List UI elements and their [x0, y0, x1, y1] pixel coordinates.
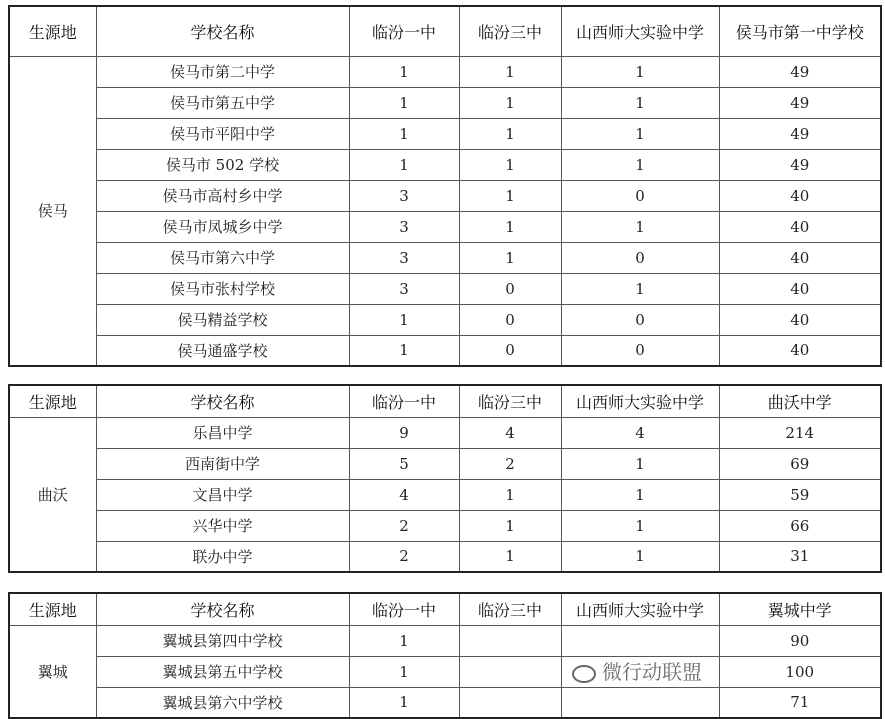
- column-header: 学校名称: [96, 385, 349, 417]
- count-cell: 0: [459, 304, 561, 335]
- column-header: 学校名称: [96, 6, 349, 56]
- school-name-cell: 侯马市 502 学校: [96, 149, 349, 180]
- count-cell: 1: [561, 149, 719, 180]
- school-name-cell: 侯马市高村乡中学: [96, 180, 349, 211]
- count-cell: 1: [349, 87, 459, 118]
- count-cell: 0: [561, 242, 719, 273]
- region-cell: 曲沃: [9, 417, 96, 572]
- count-cell: [561, 687, 719, 718]
- count-cell: [459, 687, 561, 718]
- count-cell: 66: [719, 510, 881, 541]
- count-cell: 59: [719, 479, 881, 510]
- school-name-cell: 联办中学: [96, 541, 349, 572]
- school-name-cell: 乐昌中学: [96, 417, 349, 448]
- school-name-cell: 侯马市第五中学: [96, 87, 349, 118]
- column-header: 生源地: [9, 6, 96, 56]
- school-name-cell: 侯马精益学校: [96, 304, 349, 335]
- count-cell: 69: [719, 448, 881, 479]
- count-cell: 100: [719, 656, 881, 687]
- table-row: [9, 242, 881, 273]
- table-row: [9, 687, 881, 718]
- column-header: 翼城中学: [719, 593, 881, 625]
- column-header: 生源地: [9, 593, 96, 625]
- column-header: 生源地: [9, 385, 96, 417]
- column-header: 侯马市第一中学校: [719, 6, 881, 56]
- school-name-cell: 翼城县第五中学校: [96, 656, 349, 687]
- table-row: [9, 335, 881, 366]
- school-name-cell: 翼城县第四中学校: [96, 625, 349, 656]
- count-cell: 1: [349, 687, 459, 718]
- count-cell: 40: [719, 335, 881, 366]
- table-yicheng: [8, 592, 882, 719]
- header-row: [9, 385, 881, 417]
- count-cell: 3: [349, 180, 459, 211]
- count-cell: 1: [561, 448, 719, 479]
- count-cell: 2: [349, 541, 459, 572]
- column-header: 山西师大实验中学: [561, 6, 719, 56]
- table-row: [9, 448, 881, 479]
- count-cell: 1: [561, 211, 719, 242]
- region-cell: 翼城: [9, 625, 96, 718]
- table-row: [9, 510, 881, 541]
- count-cell: 1: [459, 180, 561, 211]
- count-cell: 0: [459, 273, 561, 304]
- table-row: [9, 273, 881, 304]
- count-cell: [459, 656, 561, 687]
- count-cell: 1: [459, 87, 561, 118]
- table-row: [9, 180, 881, 211]
- school-name-cell: 侯马市平阳中学: [96, 118, 349, 149]
- count-cell: 49: [719, 149, 881, 180]
- count-cell: 1: [459, 541, 561, 572]
- count-cell: 1: [561, 510, 719, 541]
- count-cell: 5: [349, 448, 459, 479]
- count-cell: 1: [561, 56, 719, 87]
- count-cell: 49: [719, 87, 881, 118]
- count-cell: 1: [349, 625, 459, 656]
- column-header: 学校名称: [96, 593, 349, 625]
- count-cell: 31: [719, 541, 881, 572]
- count-cell: 1: [561, 118, 719, 149]
- count-cell: 4: [561, 417, 719, 448]
- count-cell: 3: [349, 211, 459, 242]
- table-row: [9, 656, 881, 687]
- header-row: [9, 6, 881, 56]
- count-cell: 1: [459, 242, 561, 273]
- count-cell: 40: [719, 242, 881, 273]
- column-header: 临汾三中: [459, 385, 561, 417]
- count-cell: 40: [719, 211, 881, 242]
- count-cell: 1: [459, 118, 561, 149]
- count-cell: 1: [561, 87, 719, 118]
- count-cell: 1: [349, 656, 459, 687]
- school-name-cell: 侯马市第二中学: [96, 56, 349, 87]
- count-cell: 1: [349, 118, 459, 149]
- region-cell: 侯马: [9, 56, 96, 366]
- count-cell: 1: [349, 304, 459, 335]
- column-header: 临汾一中: [349, 6, 459, 56]
- table-row: [9, 118, 881, 149]
- school-name-cell: 兴华中学: [96, 510, 349, 541]
- count-cell: 2: [349, 510, 459, 541]
- count-cell: 1: [459, 510, 561, 541]
- school-name-cell: 侯马市第六中学: [96, 242, 349, 273]
- count-cell: 2: [459, 448, 561, 479]
- wechat-icon: [572, 665, 596, 683]
- column-header: 临汾一中: [349, 385, 459, 417]
- table-row: [9, 56, 881, 87]
- count-cell: 4: [349, 479, 459, 510]
- school-name-cell: 翼城县第六中学校: [96, 687, 349, 718]
- count-cell: 0: [459, 335, 561, 366]
- table-row: [9, 304, 881, 335]
- school-name-cell: 侯马市凤城乡中学: [96, 211, 349, 242]
- table-row: [9, 625, 881, 656]
- count-cell: 0: [561, 180, 719, 211]
- count-cell: 40: [719, 180, 881, 211]
- table-row: [9, 479, 881, 510]
- table-houma: [8, 5, 882, 367]
- count-cell: 1: [459, 56, 561, 87]
- count-cell: 3: [349, 273, 459, 304]
- count-cell: [561, 625, 719, 656]
- count-cell: 49: [719, 118, 881, 149]
- count-cell: 214: [719, 417, 881, 448]
- column-header: 曲沃中学: [719, 385, 881, 417]
- count-cell: 40: [719, 304, 881, 335]
- count-cell: 71: [719, 687, 881, 718]
- count-cell: 1: [349, 335, 459, 366]
- school-name-cell: 文昌中学: [96, 479, 349, 510]
- count-cell: 1: [459, 149, 561, 180]
- header-row: [9, 593, 881, 625]
- column-header: 临汾三中: [459, 6, 561, 56]
- count-cell: 1: [349, 149, 459, 180]
- watermark: 微行动联盟: [572, 656, 702, 685]
- column-header: 山西师大实验中学: [561, 593, 719, 625]
- table-row: [9, 541, 881, 572]
- count-cell: 0: [561, 335, 719, 366]
- table-row: [9, 211, 881, 242]
- table-row: [9, 149, 881, 180]
- count-cell: [459, 625, 561, 656]
- count-cell: 40: [719, 273, 881, 304]
- table-row: [9, 417, 881, 448]
- count-cell: 49: [719, 56, 881, 87]
- count-cell: 1: [561, 541, 719, 572]
- count-cell: 1: [459, 479, 561, 510]
- count-cell: 0: [561, 304, 719, 335]
- column-header: 临汾三中: [459, 593, 561, 625]
- count-cell: 3: [349, 242, 459, 273]
- count-cell: 1: [561, 273, 719, 304]
- column-header: 山西师大实验中学: [561, 385, 719, 417]
- column-header: 临汾一中: [349, 593, 459, 625]
- count-cell: 90: [719, 625, 881, 656]
- count-cell: 4: [459, 417, 561, 448]
- table-row: [9, 87, 881, 118]
- school-name-cell: 西南街中学: [96, 448, 349, 479]
- school-name-cell: 侯马市张村学校: [96, 273, 349, 304]
- count-cell: 9: [349, 417, 459, 448]
- count-cell: 1: [349, 56, 459, 87]
- count-cell: 1: [561, 479, 719, 510]
- table-quwo: [8, 384, 882, 573]
- count-cell: 1: [459, 211, 561, 242]
- school-name-cell: 侯马通盛学校: [96, 335, 349, 366]
